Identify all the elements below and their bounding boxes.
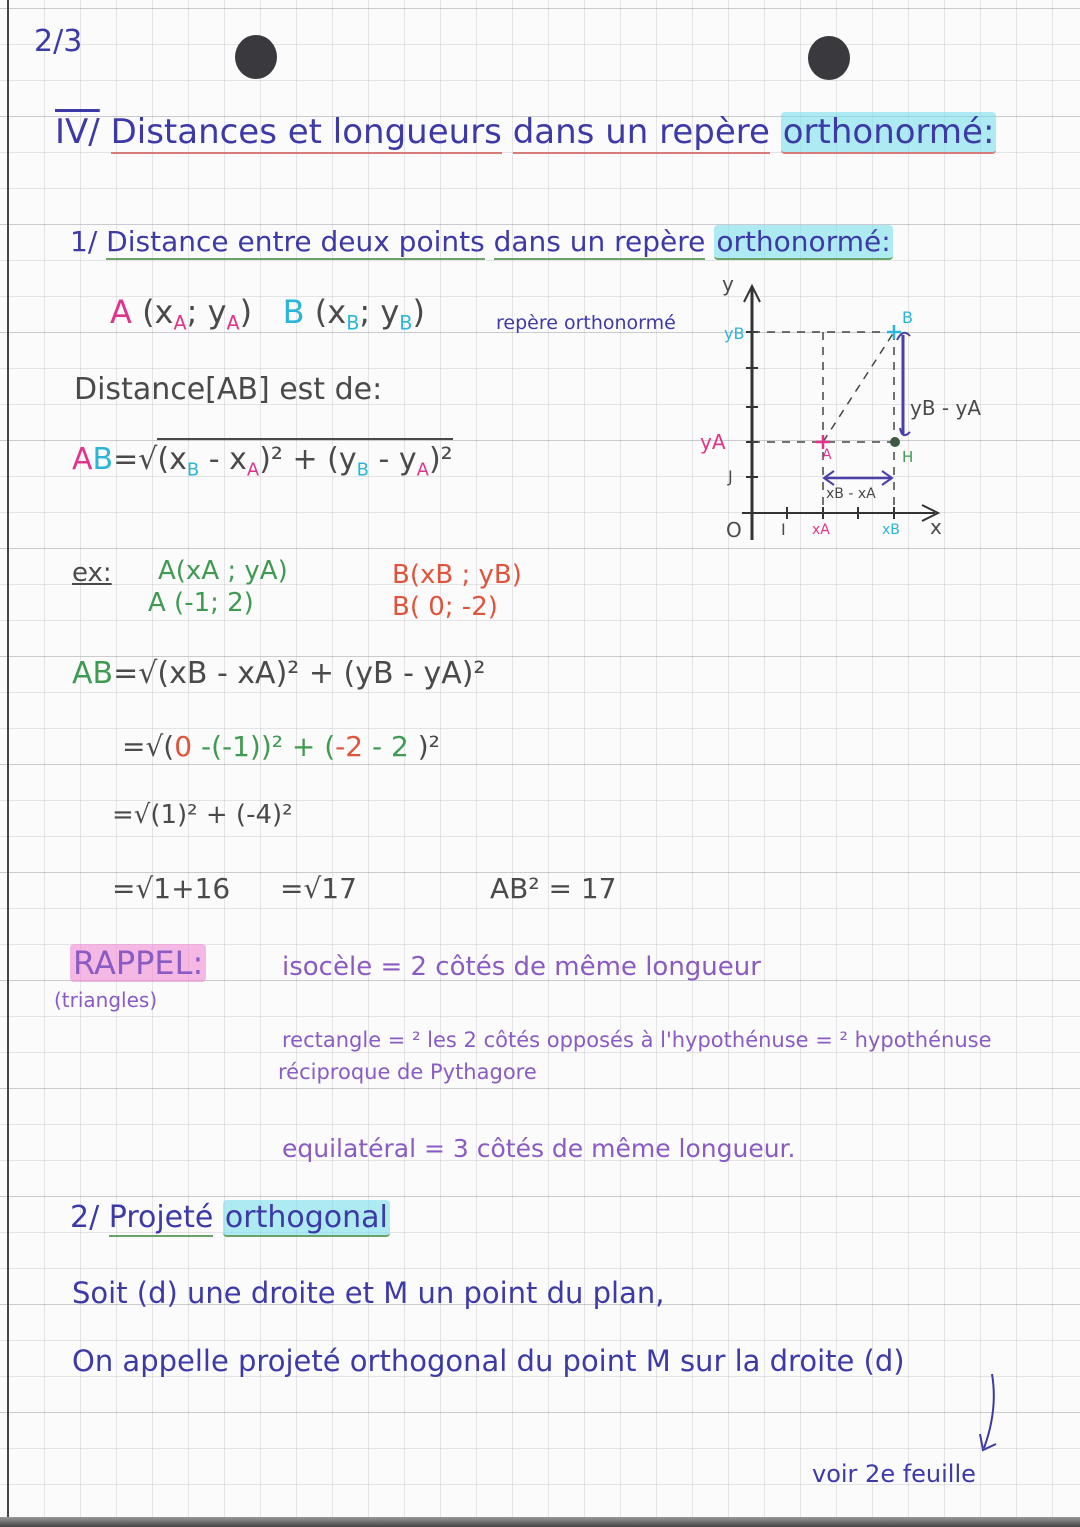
formula-eq-sqrt: =√ bbox=[113, 442, 158, 477]
formula-minus2: - y bbox=[368, 442, 417, 477]
example-label: ex: bbox=[72, 558, 112, 588]
example-a-values: A (-1; 2) bbox=[148, 588, 254, 618]
point-b-sub-y: B bbox=[399, 311, 413, 335]
page-number: 2/3 bbox=[34, 24, 83, 59]
x-axis-label: x bbox=[930, 515, 942, 539]
continued-note: voir 2e feuille bbox=[812, 1460, 976, 1488]
formula-sub-a2: A bbox=[416, 459, 429, 481]
point-a-sep: ; y bbox=[186, 293, 227, 331]
formula-pow1: )² + (y bbox=[259, 442, 357, 477]
point-a-marker-label: A bbox=[822, 447, 832, 463]
point-h-marker-label: H bbox=[902, 448, 914, 466]
subsection-1-title-a: Distance entre deux points bbox=[106, 225, 485, 258]
example-result: AB² = 17 bbox=[490, 872, 617, 905]
subsection-2-number: 2/ bbox=[70, 1200, 100, 1235]
example-step-1-rhs: =√(xB - xA)² + (yB - yA)² bbox=[113, 656, 486, 691]
point-b-marker-label: B bbox=[902, 308, 913, 327]
page-bottom-edge bbox=[0, 1517, 1080, 1527]
definition-line-1: Soit (d) une droite et M un point du plan, bbox=[72, 1276, 665, 1310]
example-step-3: =√(1)² + (-4)² bbox=[112, 800, 293, 830]
formula-lhs-b: B bbox=[92, 442, 114, 477]
example-step-2-ya: - 2 bbox=[363, 730, 409, 763]
dx-label: xB - xA bbox=[826, 486, 876, 502]
point-b-coords: (x bbox=[314, 293, 347, 331]
example-step-2-xb: 0 bbox=[174, 730, 193, 763]
yB-label: yB bbox=[724, 324, 745, 343]
repere-note: repère orthonormé bbox=[496, 312, 676, 334]
example-step-2-prefix: =√( bbox=[122, 730, 175, 763]
points-definition bbox=[110, 293, 425, 335]
binder-hole-right bbox=[808, 36, 850, 80]
point-b-sep: ; y bbox=[359, 293, 400, 331]
rappel-rectangle: rectangle = ² les 2 côtés opposés à l'hypothénuse = ² hypothénuse bbox=[282, 1028, 992, 1052]
subsection-2-title bbox=[70, 1200, 390, 1235]
formula-sub-a1: A bbox=[246, 459, 260, 481]
section-title bbox=[55, 112, 996, 152]
example-b-values: B( 0; -2) bbox=[392, 592, 498, 622]
subsection-2-title-a: Projeté bbox=[108, 1200, 214, 1235]
coordinate-diagram bbox=[690, 270, 1010, 560]
example-step-2-yb: -2 bbox=[335, 730, 364, 763]
example-step-1-lhs: AB bbox=[72, 656, 114, 691]
rappel-sublabel: (triangles) bbox=[54, 988, 158, 1012]
formula-lhs-a: A bbox=[72, 442, 93, 477]
yA-label: yA bbox=[700, 430, 726, 454]
point-b-close: ) bbox=[412, 293, 425, 331]
rappel-equilateral: equilatéral = 3 côtés de même longueur. bbox=[282, 1134, 796, 1163]
rappel-isocele: isocèle = 2 côtés de même longueur bbox=[282, 952, 761, 982]
section-title-part-c: orthonormé: bbox=[782, 112, 995, 152]
point-b-sub-x: B bbox=[346, 311, 360, 335]
point-a-sub-x: A bbox=[173, 311, 187, 335]
section-title-part-b: dans un repère bbox=[512, 112, 770, 152]
notebook-margin-line bbox=[7, 0, 9, 1527]
example-step-1 bbox=[72, 656, 485, 691]
rappel-label bbox=[70, 944, 206, 982]
point-a-close: ) bbox=[239, 293, 253, 331]
origin-label: O bbox=[726, 518, 742, 542]
distance-formula bbox=[72, 438, 453, 480]
rappel-reciproque: réciproque de Pythagore bbox=[278, 1060, 537, 1084]
formula-minus1: - x bbox=[199, 442, 247, 477]
y-axis-label: y bbox=[722, 272, 734, 296]
xA-label: xA bbox=[812, 522, 830, 538]
point-a-label: A bbox=[110, 293, 132, 331]
binder-hole-left bbox=[235, 35, 277, 79]
dy-label: yB - yA bbox=[910, 396, 982, 420]
subsection-1-title-c: orthonormé: bbox=[716, 225, 891, 258]
definition-line-2: On appelle projeté orthogonal du point M sur la droite (d) bbox=[72, 1344, 905, 1378]
point-a-sub-y: A bbox=[226, 311, 240, 335]
example-a-generic: A(xA ; yA) bbox=[158, 556, 288, 586]
example-step-4: =√1+16 bbox=[112, 872, 231, 905]
point-a-coords: (x bbox=[142, 293, 174, 331]
example-step-5: =√17 bbox=[280, 872, 357, 905]
example-step-2 bbox=[122, 730, 440, 763]
section-title-part-a: Distances et longueurs bbox=[110, 112, 502, 152]
subsection-2-title-b: orthogonal bbox=[224, 1200, 388, 1235]
formula-sub-b2: B bbox=[356, 459, 369, 481]
subsection-1-title-b: dans un repère bbox=[493, 225, 706, 258]
example-b-generic: B(xB ; yB) bbox=[392, 560, 522, 590]
xB-label: xB bbox=[882, 522, 900, 538]
unit-x-label: I bbox=[781, 520, 786, 539]
example-step-2-xa: -(-1))² + ( bbox=[192, 730, 336, 763]
formula-sub-b1: B bbox=[186, 459, 200, 481]
formula-pow2: )² bbox=[428, 442, 453, 477]
example-step-2-close: )² bbox=[408, 730, 440, 763]
unit-y-label: J bbox=[728, 467, 733, 486]
formula-part1: (x bbox=[157, 442, 187, 477]
continuation-arrow-icon bbox=[970, 1370, 1010, 1460]
point-b-label: B bbox=[282, 293, 305, 331]
subsection-1-number: 1/ bbox=[70, 225, 98, 258]
section-numeral: IV/ bbox=[55, 112, 100, 152]
subsection-1-title bbox=[70, 225, 893, 258]
rappel-label-text: RAPPEL: bbox=[70, 944, 206, 982]
distance-label: Distance[AB] est de: bbox=[74, 372, 383, 407]
formula-radicand bbox=[157, 438, 452, 480]
